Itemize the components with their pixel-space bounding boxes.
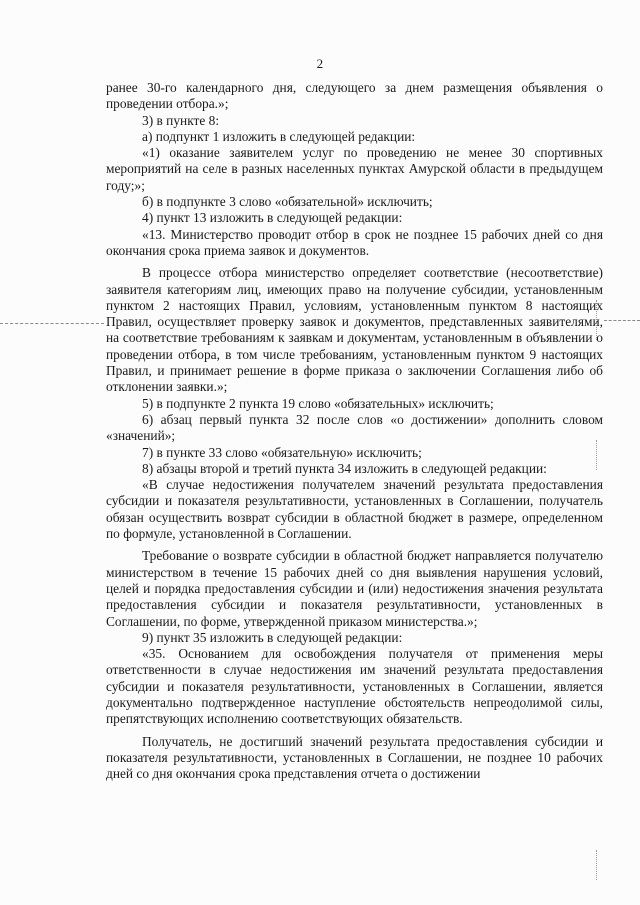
paragraph: 7) в пункте 33 слово «обязательную» исключить; xyxy=(142,444,422,460)
paragraph: 3) в пункте 8: xyxy=(142,112,220,128)
paragraph: «13. Министерство проводит отбор в срок не позднее 15 рабочих дней со дня окончания срока приема заявок и документов. xyxy=(106,226,603,258)
scan-artifact-line-left xyxy=(0,323,104,324)
paragraph: б) в подпункте 3 слово «обязательной» исключить; xyxy=(142,194,433,210)
paragraph: Получатель, не достигший значений результата предоставления субсидии и показателя результативности, установленных в Соглашении, не позднее 10 рабочих дней со дня окончания срока представления отчета о достижении xyxy=(106,733,603,782)
paragraph: а) подпункт 1 изложить в следующей редакции: xyxy=(142,128,416,144)
scan-artifact-dots xyxy=(596,850,599,880)
paragraph: «В случае недостижения получателем значений результата предоставления субсидии и показателя результативности, установленных в Соглашении, получатель обязан осуществить возврат субсидии в областной бюджет в размере, определенном по формуле, установленной в Соглашении. xyxy=(106,477,603,542)
page-number: 2 xyxy=(316,56,324,71)
scan-artifact-line-right xyxy=(604,320,640,321)
paragraph: 6) абзац первый пункта 32 после слов «о достижении» дополнить словом «значений»; xyxy=(106,411,603,444)
document-body xyxy=(106,80,603,782)
paragraph: Требование о возврате субсидии в областной бюджет направляется получателю министерством в течение 15 рабочих дней со дня выявления нарушения условий, целей и порядка предоставления субсидии и (или) недостижения значения результата предоставления субсидии и показателя результативности, установленных в Соглашении, по форме, утвержденной приказом министерства.»; xyxy=(106,548,603,629)
paragraph: 5) в подпункте 2 пункта 19 слово «обязательных» исключить; xyxy=(142,395,494,411)
paragraph: 8) абзацы второй и третий пункта 34 изложить в следующей редакции: xyxy=(142,460,547,476)
paragraph: «35. Основанием для освобождения получателя от применения меры ответственности в случае недостижения им значений результата предоставления субсидии и показателя результативности, установленных в Соглашении, является документально подтвержденное наступление обстоятельств непреодолимой силы, препятствующих исполнению соответствующих обязательств. xyxy=(106,646,603,727)
paragraph: ранее 30-го календарного дня, следующего за днем размещения объявления о проведении отбора.»; xyxy=(106,80,603,112)
paragraph: 9) пункт 35 изложить в следующей редакции: xyxy=(142,629,403,645)
paragraph: 4) пункт 13 изложить в следующей редакции: xyxy=(142,210,403,226)
paragraph: В процессе отбора министерство определяет соответствие (несоответствие) заявителя категориям лиц, имеющих право на получение субсидии, установленным пунктом 2 настоящих Правил, условиям, установленным пунктом 8 настоящих Правил, осуществляет проверку заявок и документов, представленных заявителями, на соответствие требованиям к заявкам и документам, установленным в объявлении о проведении отбора, в том числе требованиям, установленным пунктом 9 настоящих Правил, и принимает решение в форме приказа о заключении Соглашения либо об отклонении заявки.»; xyxy=(106,265,603,395)
paragraph: «1) оказание заявителем услуг по проведению не менее 30 спортивных мероприятий на селе в разных населенных пунктах Амурской области в предыдущем году;»; xyxy=(106,145,603,193)
